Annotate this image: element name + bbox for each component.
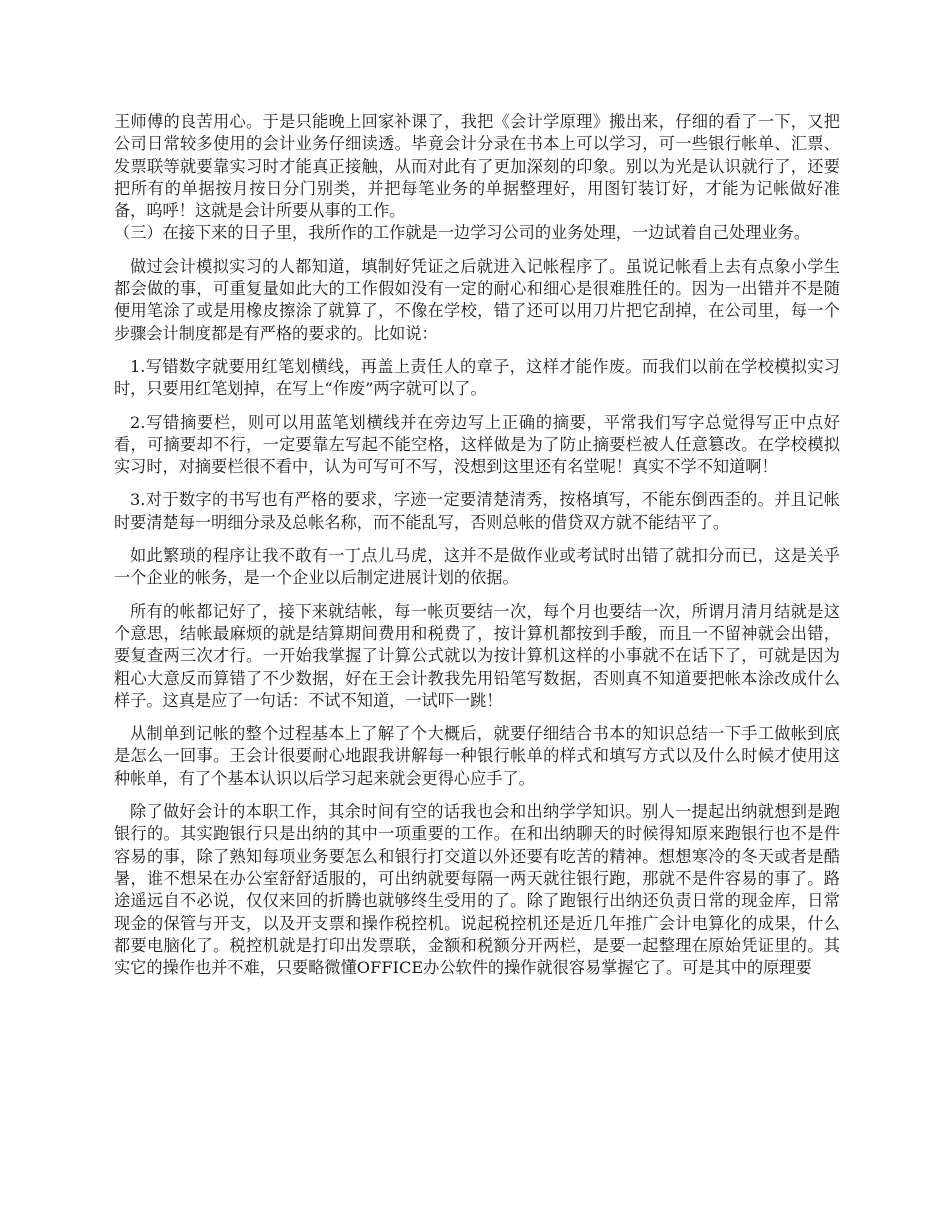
paragraph-2: （三）在接下来的日子里，我所作的工作就是一边学习公司的业务处理，一边试着自己处理业务。 bbox=[114, 223, 811, 243]
paragraph-7: 如此繁琐的程序让我不敢有一丁点儿马虎，这并不是做作业或考试时出错了就扣分而已，这是关乎一个企业的帐务，是一个企业以后制定进展计划的依据。 bbox=[114, 546, 840, 588]
paragraph-4: 1.写错数字就要用红笔划横线，再盖上责任人的章子，这样才能作废。而我们以前在学校模拟实习时，只要用红笔划掉，在写上“作废”两字就可以了。 bbox=[114, 356, 840, 399]
document-body bbox=[114, 111, 840, 990]
paragraph-5: 2.写错摘要栏，则可以用蓝笔划横线并在旁边写上正确的摘要，平常我们写字总觉得写正中点好看，可摘要却不行，一定要靠左写起不能空格，这样做是为了防止摘要栏被人任意篡改。在学校模拟实习时，对摘要栏很不看中，认为可写可不写，没想到这里还有名堂呢！真实不学不知道啊！ bbox=[114, 412, 840, 477]
paragraph-1: 王师傅的良苦用心。于是只能晚上回家补课了，我把《会计学原理》搬出来，仔细的看了一下，又把公司日常较多使用的会计业务仔细读透。毕竟会计分录在书本上可以学习，可一些银行帐单、汇票、发票联等就要靠实习时才能真正接触，从而对此有了更加深刻的印象。别以为光是认识就行了，还要把所有的单据按月按日分门别类，并把每笔业务的单据整理好，用图钉装订好，才能为记帐做好准备，呜呼！这就是会计所要从事的工作。 bbox=[114, 112, 840, 221]
paragraph-10: 除了做好会计的本职工作，其余时间有空的话我也会和出纳学学知识。别人一提起出纳就想到是跑银行的。其实跑银行只是出纳的其中一项重要的工作。在和出纳聊天的时候得知原来跑银行也不是件容易的事，除了熟知每项业务要怎么和银行打交道以外还要有吃苦的精神。想想寒冷的冬天或者是酷暑，谁不想呆在办公室舒舒适服的，可出纳就要每隔一两天就往银行跑，那就不是件容易的事了。路途遥远自不必说，仅仅来回的折腾也就够终生受用的了。除了跑银行出纳还负责日常的现金库，日常现金的保管与开支，以及开支票和操作税控机。说起税控机还是近几年推广会计电算化的成果，什么都要电脑化了。税控机就是打印出发票联，金额和税额分开两栏，是要一起整理在原始凭证里的。其实它的操作也并不难，只要略微懂OFFICE办公软件的操作就很容易掌握它了。可是其中的原理要 bbox=[114, 802, 840, 978]
paragraph-8: 所有的帐都记好了，接下来就结帐，每一帐页要结一次，每个月也要结一次，所谓月清月结就是这个意思，结帐最麻烦的就是结算期间费用和税费了，按计算机都按到手酸，而且一不留神就会出错，要复查两三次才行。一开始我掌握了计算公式就以为按计算机这样的小事就不在话下了，可就是因为粗心大意反而算错了不少数据，好在王会计教我先用铅笔写数据，否则真不知道要把帐本涂改成什么样子。这真是应了一句话：不试不知道，一试吓一跳！ bbox=[114, 601, 840, 710]
paragraph-3: 做过会计模拟实习的人都知道，填制好凭证之后就进入记帐程序了。虽说记帐看上去有点象小学生都会做的事，可重复量如此大的工作假如没有一定的耐心和细心是很难胜任的。因为一出错并不是随便用笔涂了或是用橡皮擦涂了就算了，不像在学校，错了还可以用刀片把它刮掉，在公司里，每一个步骤会计制度都是有严格的要求的。比如说： bbox=[114, 256, 840, 343]
paragraph-9: 从制单到记帐的整个过程基本上了解了个大概后，就要仔细结合书本的知识总结一下手工做帐到底是怎么一回事。王会计很要耐心地跟我讲解每一种银行帐单的样式和填写方式以及什么时候才使用这种帐单，有了个基本认识以后学习起来就会更得心应手了。 bbox=[114, 724, 840, 788]
paragraph-6: 3.对于数字的书写也有严格的要求，字迹一定要清楚清秀，按格填写，不能东倒西歪的。并且记帐时要清楚每一明细分录及总帐名称，而不能乱写，否则总帐的借贷双方就不能结平了。 bbox=[114, 490, 840, 532]
